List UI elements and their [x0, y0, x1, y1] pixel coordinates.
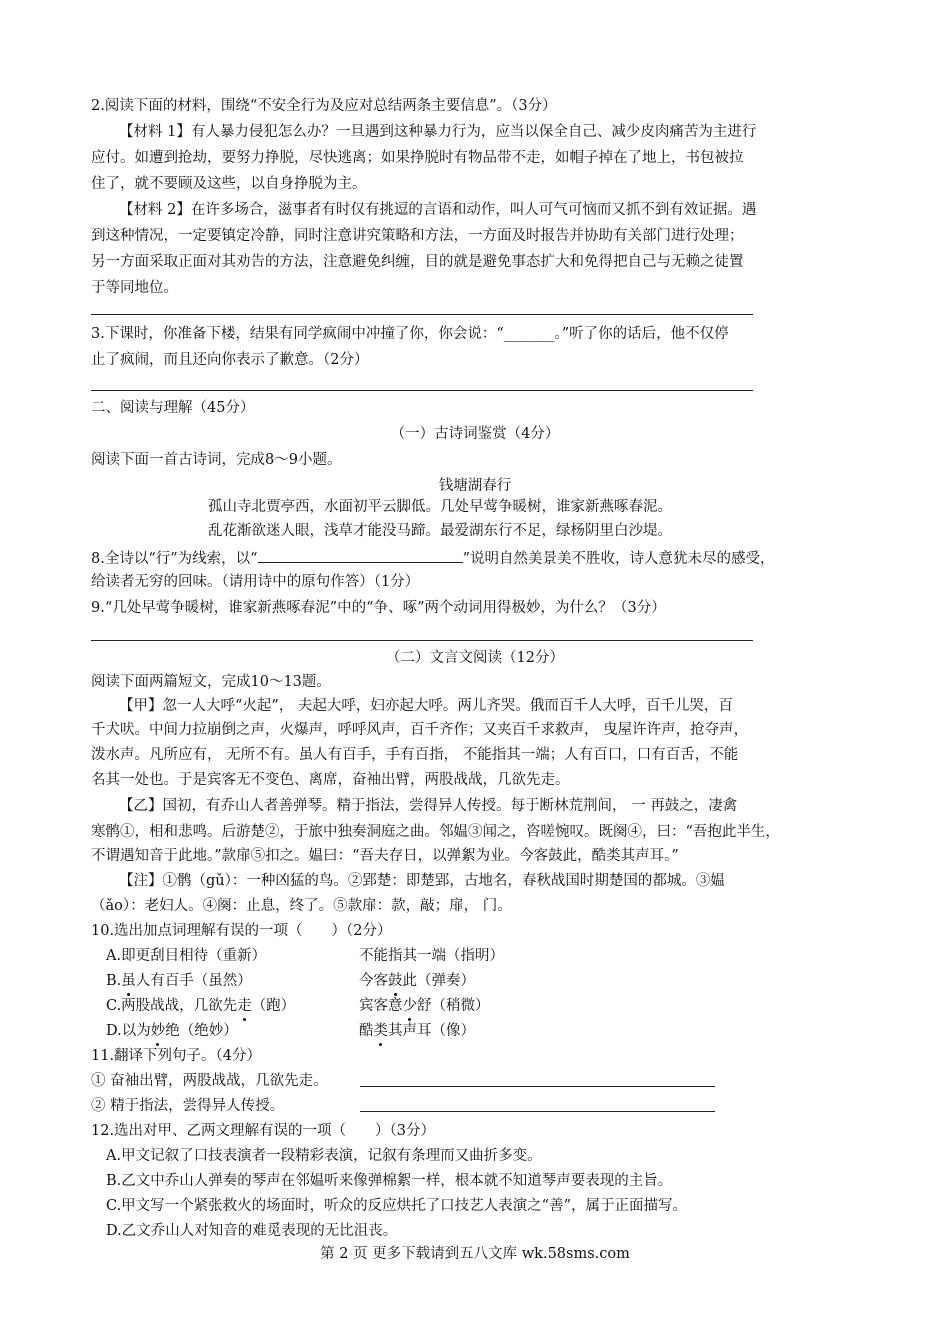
q11-answer-line2[interactable] — [360, 1111, 715, 1112]
q12-option-a: A.甲文记叙了口技表演者一段精彩表演，记叙有条理而又曲折多变。 — [106, 1148, 542, 1164]
q3-line2: 止了疯闹，而且还向你表示了歉意。（2分） — [91, 352, 369, 368]
q2-title: 2.阅读下面的材料，围绕“不安全行为及应对总结两条主要信息”。（3分） — [91, 98, 557, 114]
jia-line2: 千犬吠。中间力拉崩倒之声，火爆声，呼呼风声，百千齐作；又夹百千求救声， 曳屋许许声，抢夺声， — [91, 722, 749, 738]
jia-line3: 泼水声。凡所应有， 无所不有。虽人有百手，手有百指， 不能指其一端；人有百口，口有百舌，不能 — [91, 747, 739, 763]
q10-option-c-right: 宾客意少舒（稍微） — [359, 998, 490, 1014]
q10-option-b-right: 今客鼓此（弹奏） — [359, 973, 475, 989]
emphasis-dot-char: 虽 — [121, 973, 136, 989]
poem-section-title: （一）古诗词鉴赏（4分） — [390, 426, 560, 442]
q10-option-a-left: A.即更刮目相待（重新） — [106, 948, 267, 964]
emphasis-dot-char: 妙 — [150, 1023, 166, 1039]
section2-title: 二、阅读与理解（45分） — [91, 400, 255, 416]
jia-line4: 名其一处也。于是宾客无不变色、离席，奋袖出臂，两股战战，几欲先走。 — [91, 772, 570, 788]
q8-line1 — [91, 547, 775, 569]
q10-option-a-right: 不能指其一端（指明） — [359, 948, 504, 964]
q11-answer-line1[interactable] — [360, 1086, 715, 1087]
jia-line1: 【甲】忽一人大呼“火起”， 夫起大呼，妇亦起大呼。两儿齐哭。俄而百千人大呼，百千儿哭，百 — [119, 698, 733, 714]
note-line1: 【注】①鹘（gǔ）：一种凶猛的鸟。②郢楚：即楚郢，古地名，春秋战国时期楚国的都城。③媪 — [119, 873, 725, 889]
yi-line1: 【乙】国初，有乔山人者善弹琴。精于指法，尝得异人传授。每于断林荒荆间， 一 再鼓之，凄禽 — [119, 798, 738, 814]
poem-line2: 乱花渐欲迷人眼，浅草才能没马蹄。最爱湖东行不足，绿杨阴里白沙堤。 — [208, 523, 672, 539]
material1-line3: 住了，就不要顾及这些，以自身挣脱为主。 — [91, 176, 367, 192]
q10-option-b-left: B.虽人有百手（虽然） — [106, 973, 252, 989]
material2-line2: 到这种情况，一定要镇定冷静，同时注意讲究策略和方法，一方面及时报告并协助有关部门进行处理； — [91, 228, 744, 244]
yi-line2: 寒鹘①，相和悲鸣。后游楚②，于旅中独奏洞庭之曲。邻媪③闻之，咨嗟惋叹。既阕④，曰：“吾抱此半生， — [91, 824, 780, 840]
q8-text-before: 8.全诗以“行”为线索，以“ — [91, 551, 258, 567]
classical-intro: 阅读下面两篇短文，完成10～13题。 — [91, 674, 331, 690]
q12-option-b: B.乙文中乔山人弹奏的琴声在邻媪听来像弹棉絮一样，根本就不知道琴声要表现的主旨。 — [106, 1173, 673, 1189]
q9-line1: 9.“几处早莺争暖树，谁家新燕啄春泥”中的“争、啄”两个动词用得极妙，为什么？（3分） — [91, 600, 666, 616]
q10-option-c-left: C.两股战战，几欲先走（跑） — [106, 998, 296, 1014]
classical-section-title: （二）文言文阅读（12分） — [386, 650, 564, 666]
material1-line1: 【材料 1】有人暴力侵犯怎么办？一旦遇到这种暴力行为，应当以保全自己、减少皮肉痛苦为主进行 — [119, 124, 757, 140]
q12-option-d: D.乙文乔山人对知音的难觅表现的无比沮丧。 — [106, 1223, 398, 1239]
poem-title: 钱塘湖春行 — [438, 478, 512, 494]
emphasis-dot-char: 走 — [237, 998, 252, 1014]
emphasis-dot-char: 类 — [373, 1023, 388, 1039]
q10-title: 10.选出加点词理解有误的一项（ ）（2分） — [91, 923, 392, 939]
note-line2: （ǎo）：老妇人。④阕：止息，终了。⑤款扉：款，敲；扉， 门。 — [91, 898, 512, 914]
q3-answer-line[interactable] — [91, 390, 753, 391]
poem-intro: 阅读下面一首古诗词，完成8～9小题。 — [91, 452, 342, 468]
q9-answer-line[interactable] — [91, 640, 753, 641]
q10-option-d-left: D.以为妙绝（绝妙） — [106, 1023, 238, 1039]
q11-title: 11.翻译下列句子。（4分） — [91, 1048, 262, 1064]
q12-option-c: C.甲文写一个紧张救火的场面时，听众的反应烘托了口技艺人表演之“善”，属于正面描写。 — [106, 1198, 688, 1214]
q12-title: 12.选出对甲、乙两文理解有误的一项（ ）（3分） — [91, 1123, 436, 1139]
q3-line1: 3.下课时，你准备下楼，结果有同学疯闹中冲撞了你，你会说：“_______。”听了你的话后，他不仅停 — [91, 326, 729, 342]
q11-sentence2: ② 精于指法，尝得异人传授。 — [91, 1098, 285, 1114]
q10-option-d-right: 酷类其声耳（像） — [359, 1023, 475, 1039]
q8-answer-blank[interactable] — [258, 547, 463, 563]
material2-line3: 另一方面采取正面对其劝告的方法，注意避免纠缠，目的就是避免事态扩大和免得把自己与无赖之徒置 — [91, 254, 744, 270]
q8-line2: 给读者无穷的回味。（请用诗中的原句作答）（1分） — [91, 574, 420, 590]
poem-line1: 孤山寺北贾亭西，水面初平云脚低。几处早莺争暖树，谁家新燕啄春泥。 — [208, 499, 672, 515]
q11-sentence1: ① 奋袖出臂，两股战战，几欲先走。 — [91, 1073, 328, 1089]
material2-line1: 【材料 2】在许多场合，滋事者有时仅有挑逗的言语和动作，叫人可气可恼而又抓不到有效证据。遇 — [119, 202, 757, 218]
yi-line3: 不谓遇知音于此地。”款扉⑤扣之。媪曰：“吾夫存日，以弹絮为业。今客鼓此，酷类其声耳。” — [91, 848, 679, 864]
page-footer: 第 2 页 更多下载请到五八文库 wk.58sms.com — [320, 1246, 630, 1262]
material2-line4: 于等同地位。 — [91, 280, 178, 296]
q2-answer-line[interactable] — [91, 314, 753, 315]
q8-text-after: ”说明自然美景美不胜收，诗人意犹未尽的感受， — [462, 551, 775, 567]
material1-line2: 应付。如遭到抢劫，要努力挣脱，尽快逃离；如果挣脱时有物品带不走，如帽子掉在了地上，书包被拉 — [91, 150, 744, 166]
emphasis-dot-char: 鼓 — [388, 973, 403, 989]
emphasis-dot-char: 少 — [402, 998, 417, 1014]
